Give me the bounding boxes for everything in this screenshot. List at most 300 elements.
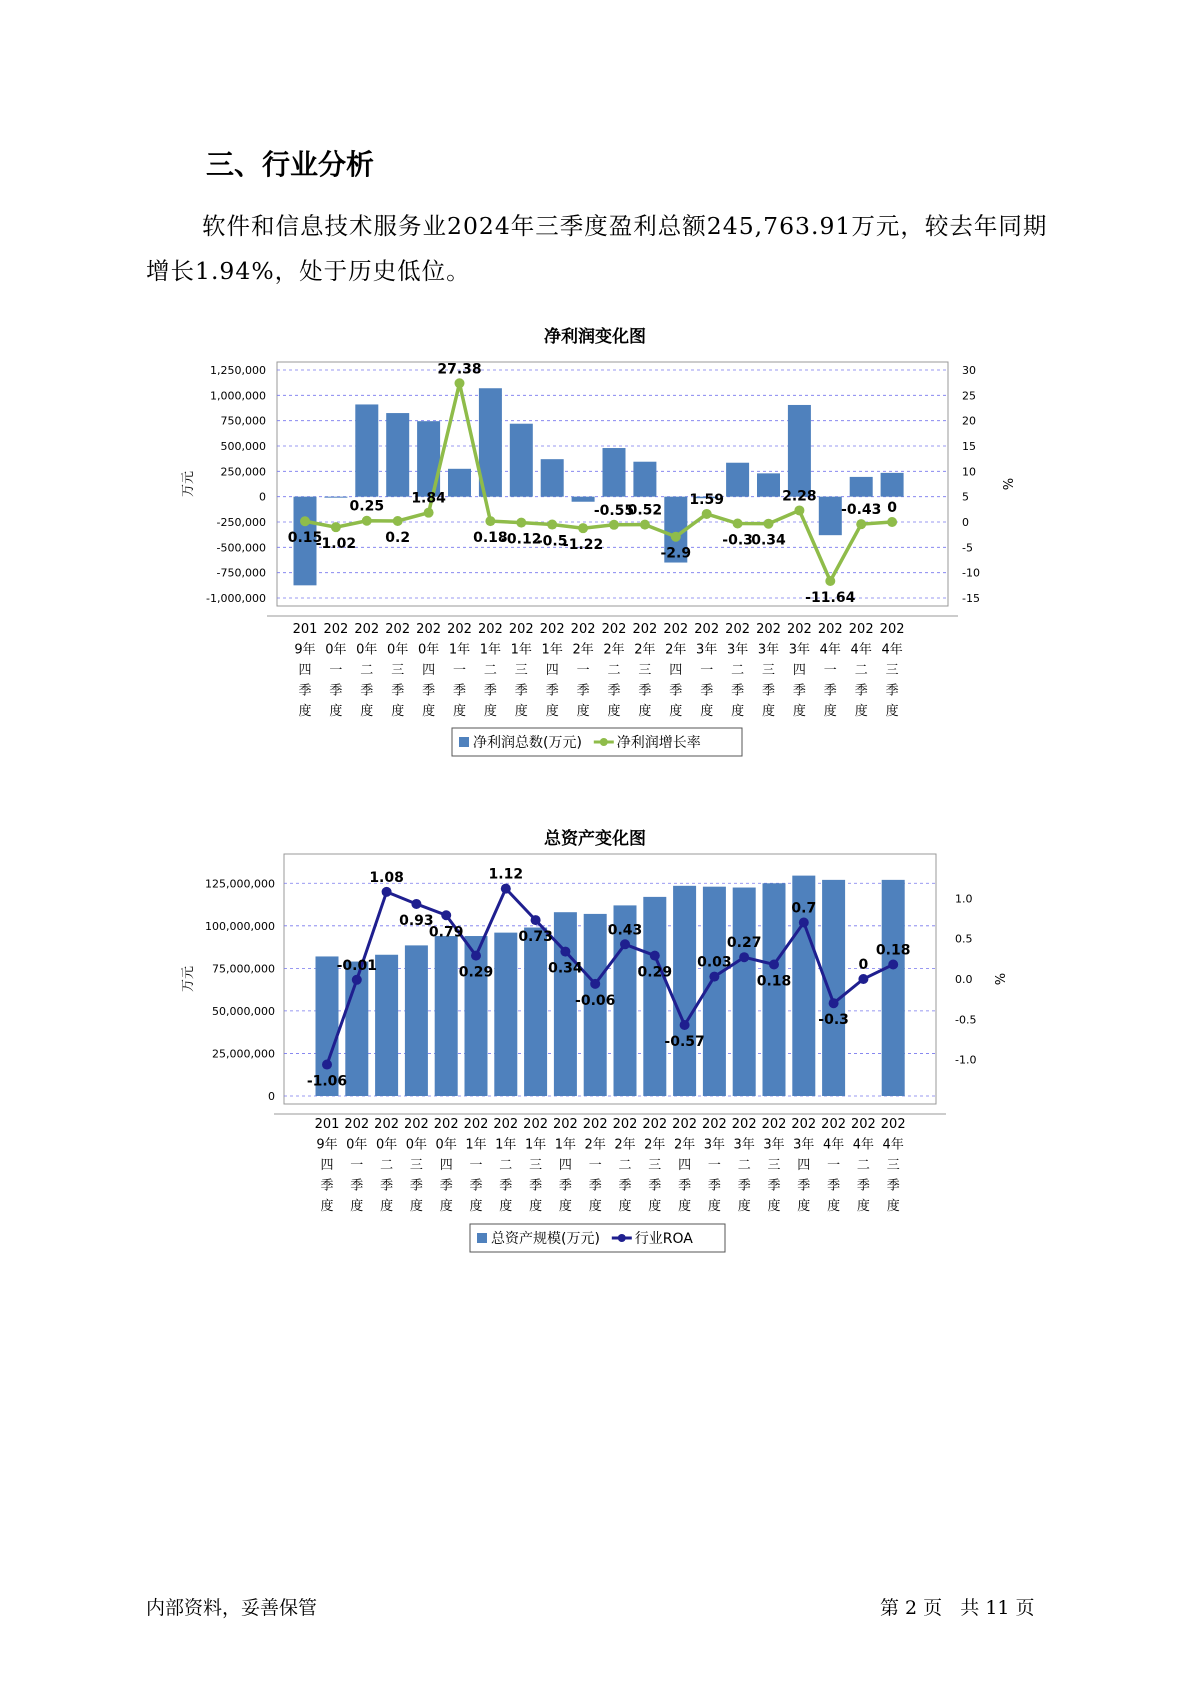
x-tick-label: 度 [731,704,745,719]
data-label: -0.5 [536,533,568,550]
y-tick-label: -250,000 [216,516,266,529]
x-tick-label: 0年 [325,642,347,658]
x-tick-label: 3年 [726,642,749,658]
x-tick-label: 202 [848,622,874,637]
line-point [888,959,898,969]
y-tick-label: 1,250,000 [210,364,266,377]
x-tick-label: 一 [823,663,837,678]
x-tick-label: 一 [588,1158,602,1173]
x-tick-label: 1年 [465,1137,487,1153]
x-tick-label: 度 [792,704,806,719]
x-tick-label: 3年 [733,1137,755,1153]
y2-axis-title: % [999,477,1014,491]
data-label: 0.43 [607,922,643,939]
x-tick-label: 度 [452,704,467,719]
x-tick-label: 度 [469,1199,483,1214]
x-tick-label: 3年 [788,642,811,658]
y-tick-label: 50,000,000 [212,1004,275,1018]
line-point [322,1060,332,1070]
x-tick-label: 202 [447,622,472,637]
x-tick-label: 3年 [703,1137,726,1153]
x-tick-label: 0年 [375,1137,398,1153]
x-tick-label: 季 [409,1178,423,1194]
x-tick-label: 202 [642,1117,668,1132]
bar [435,936,458,1096]
y-tick-label: 500,000 [220,440,266,453]
x-tick-label: 度 [529,1199,543,1214]
x-tick-label: 季 [886,1178,900,1194]
x-tick-label: 0年 [417,642,440,658]
x-tick-label: 三 [391,663,405,678]
x-tick-label: 季 [391,683,405,699]
x-tick-label: 1年 [510,642,532,658]
x-tick-label: 季 [320,1178,334,1194]
x-tick-label: 度 [545,704,559,719]
y2-tick-label: 15 [962,440,976,453]
data-label: -0.06 [575,992,616,1009]
x-tick-label: 季 [422,683,436,699]
y2-tick-label: -0.5 [955,1013,977,1027]
line-point [352,975,362,985]
x-tick-label: 二 [380,1158,394,1173]
line-point [362,516,372,526]
x-tick-label: 1年 [448,642,471,658]
bar [386,413,409,497]
x-tick-label: 度 [350,1199,364,1214]
x-tick-label: 度 [700,704,714,719]
line-point [455,378,465,388]
x-tick-label: 度 [558,1199,572,1214]
line-point [650,951,660,961]
y-tick-label: -500,000 [216,541,266,555]
x-tick-label: 2年 [634,642,656,658]
summary-paragraph: 软件和信息技术服务业2024年三季度盈利总额245,763.91万元，较去年同期增长1.94%，处于历史低位。 [146,212,1048,285]
bar [572,497,595,502]
line-point [856,519,866,529]
data-label: -1.02 [315,536,357,553]
data-label: 0.34 [751,532,786,549]
x-tick-label: 季 [767,1178,781,1194]
line-point [485,516,495,526]
bar [733,888,756,1096]
y-tick-label: 75,000,000 [212,962,275,976]
data-label: 0 [887,500,897,516]
bar [324,497,347,498]
legend-label-line: 净利润增长率 [616,735,701,751]
data-label: -0.01 [336,957,377,974]
total-assets-chart [0,820,1191,1284]
line-point [501,884,511,894]
x-tick-label: 202 [601,622,627,637]
x-tick-label: 二 [607,663,621,678]
legend-label-bar: 总资产规模(万元) [491,1231,600,1247]
x-tick-label: 202 [433,1117,459,1132]
x-tick-label: 度 [827,1199,841,1214]
x-tick-label: 季 [669,683,683,699]
x-tick-label: 季 [700,683,714,699]
line-point [671,532,681,542]
line-point [739,952,749,962]
data-label: 2.28 [782,488,817,505]
x-tick-label: 2年 [603,642,625,658]
line-point [829,998,839,1008]
x-tick-label: 季 [761,683,776,699]
x-tick-label: 季 [452,683,467,699]
x-tick-label: 度 [885,704,899,719]
x-tick-label: 202 [570,622,596,637]
x-tick-label: 季 [545,683,559,699]
bar [510,424,533,497]
data-label: -2.9 [660,545,692,562]
x-tick-label: 202 [880,1117,906,1132]
x-tick-label: 202 [663,622,689,637]
x-tick-label: 0年 [387,642,409,658]
x-tick-label: 季 [737,1178,751,1194]
bar [673,886,696,1096]
x-tick-label: 季 [439,1178,453,1194]
x-tick-label: 202 [701,1117,727,1132]
data-label: 0.27 [726,935,762,952]
x-tick-label: 4年 [822,1137,845,1153]
x-tick-label: 季 [854,683,868,699]
x-tick-label: 202 [508,622,534,637]
x-tick-label: 季 [638,683,652,699]
x-tick-label: 四 [439,1158,453,1173]
x-tick-label: 2年 [572,642,594,658]
x-tick-label: 1年 [479,642,502,658]
x-tick-label: 二 [737,1158,751,1173]
data-label: -0.3 [722,532,753,549]
x-tick-label: 202 [761,1117,787,1132]
x-tick-label: 四 [558,1158,572,1173]
line-point [300,516,310,526]
x-tick-label: 一 [452,663,467,678]
bar [763,883,786,1096]
x-tick-label: 202 [323,622,349,637]
y2-tick-label: 0.0 [955,973,973,986]
y-tick-label: 125,000,000 [205,877,275,891]
legend-swatch-dot [600,738,608,746]
x-tick-label: 季 [707,1178,721,1194]
data-label: 0.34 [548,960,583,977]
x-tick-label: 四 [669,663,683,678]
x-tick-label: 202 [552,1117,578,1132]
data-label: -0.12 [501,531,542,548]
line-point [620,939,630,949]
x-tick-label: 度 [409,1199,423,1214]
total-assets-chart-svg [0,820,1191,1280]
x-tick-label: 季 [648,1178,662,1194]
line-point [858,974,868,984]
x-tick-label: 度 [391,704,405,719]
line-point [825,576,835,586]
line-point [547,520,557,530]
x-tick-label: 202 [463,1117,489,1132]
x-tick-label: 2年 [614,1137,636,1153]
y-tick-label: 750,000 [220,414,266,428]
x-tick-label: 0年 [346,1137,368,1153]
data-label: 0.2 [385,529,411,546]
x-tick-label: 2年 [644,1137,666,1153]
bar [541,459,564,496]
x-tick-label: 三 [761,663,776,678]
x-tick-label: 一 [350,1158,364,1173]
data-label: 27.38 [437,361,482,378]
x-tick-label: 度 [499,1199,513,1214]
x-tick-label: 一 [329,663,343,678]
x-tick-label: 四 [797,1158,811,1173]
line-point [393,516,403,526]
x-tick-label: 202 [385,622,411,637]
bar [405,945,428,1096]
x-tick-label: 0年 [405,1137,428,1153]
y2-tick-label: 10 [962,465,976,479]
line-point [516,518,526,528]
x-tick-label: 201 [292,622,318,637]
x-tick-label: 季 [576,683,590,699]
x-tick-label: 度 [707,1199,721,1214]
x-tick-label: 3年 [793,1137,815,1153]
y-tick-label: 1,000,000 [210,389,266,403]
line-point [441,910,451,920]
line-point [471,951,481,961]
x-tick-label: 季 [678,1178,692,1194]
bar [726,463,749,497]
x-tick-label: 202 [672,1117,698,1132]
x-tick-label: 202 [582,1117,608,1132]
x-tick-label: 四 [792,663,806,678]
line-point [590,979,600,989]
line-point [709,972,719,982]
x-tick-label: 一 [827,1158,841,1173]
x-tick-label: 9年 [294,642,316,658]
bar [757,473,780,496]
x-tick-label: 三 [514,663,528,678]
data-label: -0.3 [818,1012,849,1029]
x-tick-label: 202 [786,622,812,637]
x-tick-label: 度 [767,1199,781,1214]
x-tick-label: 度 [483,704,497,719]
x-tick-label: 度 [298,704,312,719]
x-tick-label: 202 [694,622,720,637]
line-point [769,959,779,969]
data-label: 0.18 [473,530,508,547]
y-tick-label: 0 [259,490,266,504]
x-tick-label: 季 [618,1178,632,1194]
x-tick-label: 三 [638,663,652,678]
x-tick-label: 202 [725,622,751,637]
legend-label-line: 行业ROA [634,1231,693,1247]
x-tick-label: 三 [885,663,899,678]
x-tick-label: 202 [539,622,565,637]
x-tick-label: 4年 [882,1137,904,1153]
footer-page-number: 第 2 页 共 11 页 [880,1597,1035,1619]
line-point [531,915,541,925]
data-label: 0.52 [627,502,663,519]
x-tick-label: 202 [344,1117,370,1132]
net-profit-chart [0,318,1191,782]
x-tick-label: 4年 [819,642,841,658]
legend-label-bar: 净利润总数(万元) [473,735,582,751]
x-tick-label: 二 [499,1158,513,1173]
x-tick-label: 202 [416,622,442,637]
x-tick-label: 季 [514,683,528,699]
x-tick-label: 4年 [850,642,872,658]
data-label: 0.29 [458,964,494,981]
x-tick-label: 202 [879,622,905,637]
y2-tick-label: 25 [962,389,976,403]
bar [819,497,842,536]
bar [633,462,656,497]
x-tick-label: 度 [669,704,683,719]
bar [850,477,873,497]
x-tick-label: 季 [885,683,899,699]
y2-tick-label: -1.0 [955,1053,977,1067]
x-tick-label: 202 [374,1117,400,1132]
x-tick-label: 度 [588,1199,602,1214]
bar [524,928,547,1096]
legend-swatch-bar [459,737,469,747]
x-tick-label: 度 [638,704,652,719]
line-point [794,505,804,515]
bar [822,880,845,1096]
y-axis-title: 万元 [181,965,196,993]
x-tick-label: 四 [320,1158,334,1173]
bar [882,880,905,1096]
data-label: 0.03 [697,954,732,971]
x-tick-label: 202 [403,1117,429,1132]
x-tick-label: 202 [756,622,781,637]
x-tick-label: 度 [797,1199,811,1214]
data-label: 0.79 [428,924,464,941]
x-tick-label: 度 [576,704,590,719]
y2-tick-label: 5 [962,490,969,504]
x-tick-label: 季 [529,1178,543,1194]
x-tick-label: 度 [648,1199,662,1214]
bar [881,473,904,497]
x-tick-label: 3年 [763,1137,785,1153]
x-tick-label: 二 [618,1158,632,1173]
x-tick-label: 度 [618,1199,632,1214]
x-tick-label: 二 [856,1158,870,1173]
section-heading: 三、行业分析 [206,148,375,181]
x-tick-label: 度 [360,704,374,719]
x-tick-label: 季 [350,1178,364,1194]
x-tick-label: 三 [409,1158,423,1173]
x-tick-label: 季 [827,1178,841,1194]
x-tick-label: 四 [298,663,312,678]
x-tick-label: 1年 [554,1137,577,1153]
x-tick-label: 202 [493,1117,519,1132]
line-point [640,520,650,530]
y-axis-title: 万元 [181,470,196,498]
x-tick-label: 季 [360,683,374,699]
legend-swatch-bar [477,1233,487,1243]
x-tick-label: 三 [767,1158,781,1173]
line-point [382,887,392,897]
x-tick-label: 202 [612,1117,638,1132]
x-tick-label: 9年 [316,1137,338,1153]
x-tick-label: 度 [380,1199,394,1214]
data-label: 0.93 [399,912,434,929]
x-tick-label: 2年 [665,642,687,658]
x-tick-label: 一 [700,663,714,678]
x-tick-label: 4年 [852,1137,875,1153]
x-tick-label: 季 [607,683,621,699]
x-tick-label: 二 [360,663,374,678]
x-tick-label: 1年 [495,1137,517,1153]
y-tick-label: -1,000,000 [206,592,266,605]
x-tick-label: 三 [886,1158,900,1173]
x-tick-label: 一 [469,1158,483,1173]
x-tick-label: 二 [731,663,745,678]
bar [603,448,626,497]
data-label: 0.7 [791,900,817,917]
x-tick-label: 季 [856,1178,870,1194]
line-point [680,1020,690,1030]
bar [788,405,811,497]
x-tick-label: 0年 [435,1137,457,1153]
legend-swatch-dot [618,1234,626,1242]
line-point [578,523,588,533]
line-point [733,519,743,529]
y2-tick-label: 30 [962,364,976,377]
line-point [331,522,341,532]
x-tick-label: 度 [856,1199,870,1214]
x-tick-label: 季 [298,683,312,699]
data-label: -0.55 [593,502,635,519]
x-tick-label: 季 [588,1178,602,1194]
line-point [411,899,421,909]
line-point [609,520,619,530]
data-label: 0.18 [756,973,792,990]
data-label: 0.15 [287,530,323,547]
x-tick-label: 0年 [356,642,378,658]
data-label: -0.57 [664,1033,705,1050]
data-label: 0.73 [518,929,553,946]
x-tick-label: 度 [678,1199,692,1214]
x-tick-label: 202 [632,622,658,637]
data-label: 1.08 [369,869,404,886]
x-tick-label: 202 [477,622,503,637]
x-tick-label: 季 [792,683,806,699]
x-tick-label: 202 [821,1117,847,1132]
x-tick-label: 四 [545,663,559,678]
bar [643,897,666,1096]
x-tick-label: 4年 [881,642,903,658]
x-tick-label: 季 [499,1178,513,1194]
x-tick-label: 季 [823,683,837,699]
chart-title: 总资产变化图 [544,829,646,849]
data-label: -0.43 [841,502,882,519]
x-tick-label: 202 [731,1117,757,1132]
x-tick-label: 一 [707,1158,721,1173]
line-point [702,509,712,519]
x-tick-label: 1年 [541,642,563,658]
x-tick-label: 1年 [524,1137,547,1153]
x-tick-label: 度 [823,704,837,719]
x-tick-label: 季 [329,683,343,699]
x-tick-label: 202 [817,622,843,637]
y2-tick-label: 0 [962,516,969,529]
y2-tick-label: -5 [962,541,973,555]
x-tick-label: 四 [678,1158,692,1173]
x-tick-label: 二 [483,663,497,678]
line-point [560,947,570,957]
net-profit-chart-svg [0,318,1191,778]
x-tick-label: 季 [380,1178,394,1194]
data-label: 0.25 [349,498,385,515]
